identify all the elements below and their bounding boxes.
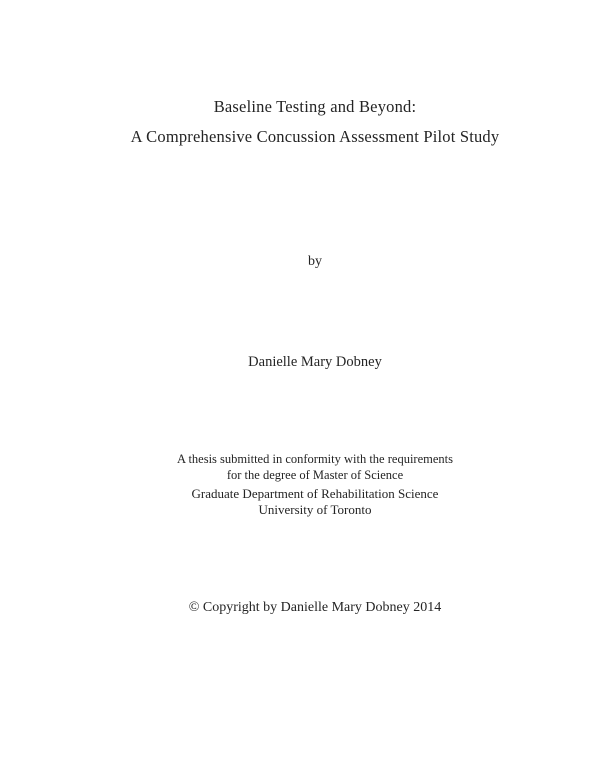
department-institution-block <box>30 486 600 517</box>
title-page-content <box>30 92 600 616</box>
department-name: Graduate Department of Rehabilitation Science <box>191 486 439 501</box>
thesis-title <box>30 92 600 152</box>
thesis-title-line1: Baseline Testing and Beyond: <box>213 97 417 116</box>
submission-statement <box>30 452 600 483</box>
author-name: Danielle Mary Dobney <box>248 354 382 370</box>
thesis-title-line2: A Comprehensive Concussion Assessment Pilot Study <box>130 127 500 146</box>
submission-statement-line2: for the degree of Master of Science <box>226 467 404 482</box>
institution-name: University of Toronto <box>258 501 372 517</box>
byline: by <box>308 254 322 269</box>
copyright-notice: © Copyright by Danielle Mary Dobney 2014 <box>188 600 442 615</box>
submission-statement-line1: A thesis submitted in conformity with the requirements <box>176 452 453 466</box>
